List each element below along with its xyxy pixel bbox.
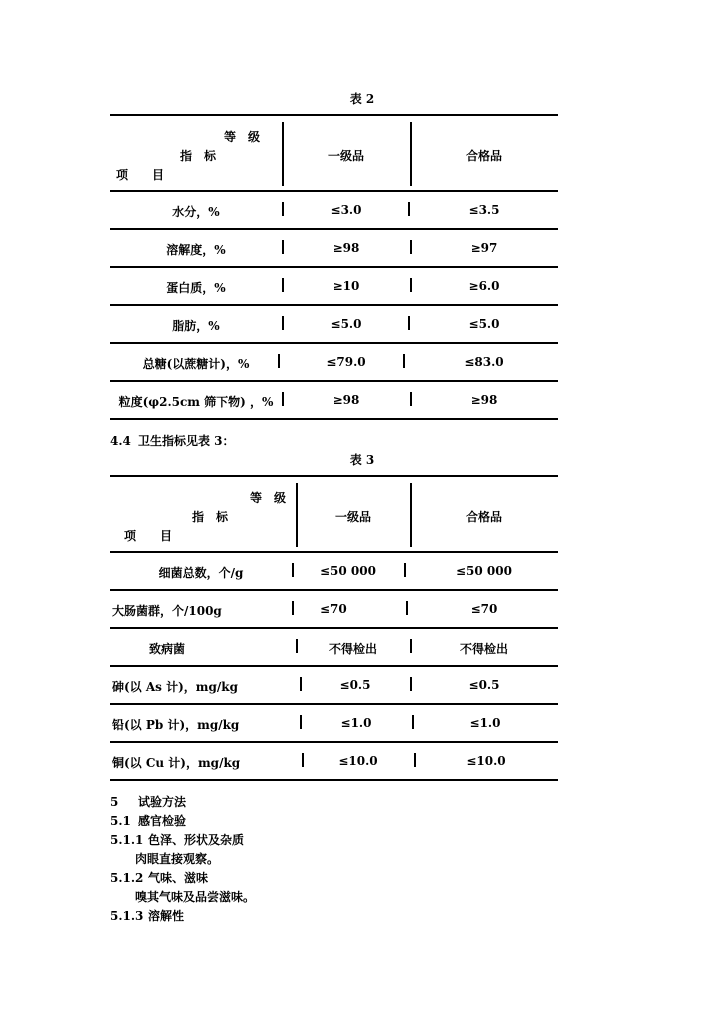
table2: [110, 114, 558, 420]
section-title: 色泽、形状及杂质: [148, 833, 245, 847]
column-divider: [292, 601, 294, 615]
row-value-qualified: ≥98: [470, 393, 498, 407]
row-value-grade1: ≤70: [320, 602, 347, 616]
section-text: 卫生指标见表 3：: [138, 434, 235, 448]
row-label: 蛋白质，%: [166, 281, 226, 295]
row-value-qualified: ≥6.0: [468, 279, 500, 293]
section-5-1-2: [110, 869, 208, 886]
row-label: 铜(以 Cu 计)，mg/kg: [112, 756, 241, 770]
row-value-qualified: ≤83.0: [464, 355, 504, 369]
row-value-grade1: ≤5.0: [330, 317, 362, 331]
row-label: 致病菌: [148, 642, 185, 656]
row-value-qualified: ≤3.5: [468, 203, 500, 217]
table-rule: [110, 551, 558, 553]
section-title: 感官检验: [138, 814, 187, 828]
table-rule: [110, 703, 558, 705]
section-5-1-2-body: 嗅其气味及品尝滋味。: [135, 890, 256, 904]
column-divider: [406, 601, 408, 615]
section-number: 5.1.3: [110, 909, 144, 923]
table-rule: [110, 342, 558, 344]
header-indicator: 指 标: [180, 149, 217, 163]
row-value-grade1: ≤10.0: [338, 754, 378, 768]
header-grade-1: 一级品: [334, 510, 371, 524]
row-value-grade1: 不得检出: [328, 642, 377, 656]
row-value-grade1: ≥98: [332, 241, 360, 255]
row-value-grade1: ≥98: [332, 393, 360, 407]
section-number: 5.1.2: [110, 871, 144, 885]
table3-caption: 表 3: [349, 453, 375, 467]
section-5: [110, 793, 186, 810]
row-value-qualified: ≤70: [470, 602, 498, 616]
row-value-qualified: 不得检出: [459, 642, 508, 656]
row-value-qualified: ≤10.0: [466, 754, 506, 768]
section-title: 试验方法: [138, 795, 187, 809]
row-value-grade1: ≤0.5: [339, 678, 371, 692]
section-number: 5: [110, 795, 119, 809]
header-indicator: 指 标: [192, 510, 229, 524]
table-rule: [110, 304, 558, 306]
row-value-grade1: ≤1.0: [340, 716, 372, 730]
table-rule: [110, 228, 558, 230]
section-4-4: [110, 432, 235, 449]
row-label: 铅(以 Pb 计)，mg/kg: [112, 718, 240, 732]
table-rule: [110, 665, 558, 667]
table-rule: [110, 741, 558, 743]
table-rule: [110, 380, 558, 382]
row-label: 砷(以 As 计)，mg/kg: [112, 680, 238, 694]
section-number: 4.4: [110, 434, 131, 448]
header-grade: 等 级: [224, 130, 261, 144]
table-rule: [110, 779, 558, 781]
table-rule: [110, 190, 558, 192]
row-value-qualified: ≤5.0: [468, 317, 500, 331]
table-rule: [110, 418, 558, 420]
header-item: 项 目: [124, 529, 173, 543]
row-label: 溶解度，%: [166, 243, 226, 257]
table-rule: [110, 589, 558, 591]
section-title: 溶解性: [148, 909, 185, 923]
section-title: 气味、滋味: [148, 871, 209, 885]
row-value-grade1: ≤79.0: [326, 355, 366, 369]
header-grade-2: 合格品: [465, 510, 502, 524]
section-5-1: [110, 812, 186, 829]
table-rule: [110, 114, 558, 116]
section-number: 5.1.1: [110, 833, 144, 847]
row-value-grade1: ≤50 000: [320, 564, 376, 578]
header-grade: 等 级: [250, 491, 287, 505]
header-item: 项 目: [116, 168, 165, 182]
row-label: 水分，%: [172, 205, 220, 219]
table-rule: [110, 627, 558, 629]
table-rule: [110, 266, 558, 268]
row-value-qualified: ≥97: [470, 241, 498, 255]
section-5-1-1-body: 肉眼直接观察。: [135, 852, 220, 866]
table3: [110, 475, 558, 781]
row-label: 细菌总数，个/g: [158, 566, 244, 580]
section-5-1-3: [110, 907, 184, 924]
row-value-grade1: ≤3.0: [330, 203, 362, 217]
table2-caption: 表 2: [349, 92, 375, 106]
row-value-qualified: ≤1.0: [469, 716, 501, 730]
table-rule: [110, 475, 558, 477]
header-grade-2: 合格品: [465, 149, 502, 163]
row-value-grade1: ≥10: [332, 279, 360, 293]
row-label: 大肠菌群，个/100g: [112, 604, 222, 618]
row-value-qualified: ≤0.5: [468, 678, 500, 692]
section-5-1-1: [110, 831, 244, 848]
header-grade-1: 一级品: [327, 149, 364, 163]
row-label: 总糖(以蔗糖计)，%: [142, 357, 250, 371]
row-label: 粒度(φ2.5cm 筛下物) ，%: [118, 395, 274, 409]
row-value-qualified: ≤50 000: [456, 564, 512, 578]
row-label: 脂肪，%: [172, 319, 220, 333]
section-number: 5.1: [110, 814, 131, 828]
